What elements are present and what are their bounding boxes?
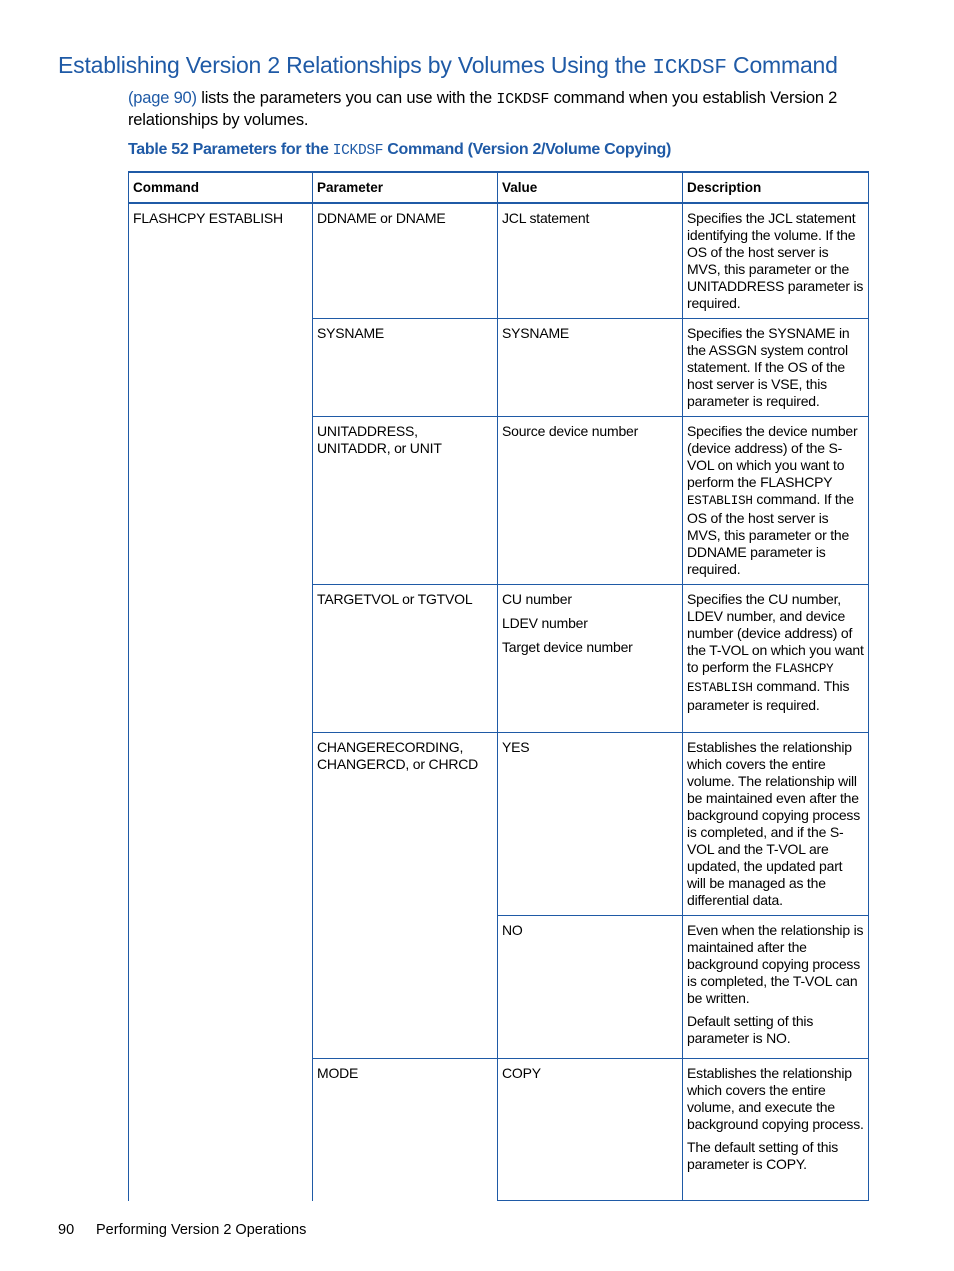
parameter-cell: SYSNAME bbox=[313, 319, 498, 417]
description-text: Specifies the CU number, LDEV number, and device number (device address) of the T-VOL on which you want to perform the bbox=[687, 591, 864, 675]
header-command: Command bbox=[129, 172, 313, 203]
description-code: FLASHCPY ESTABLISH bbox=[687, 662, 834, 695]
parameter-cell: DDNAME or DNAME bbox=[313, 203, 498, 319]
page-footer bbox=[58, 1222, 306, 1238]
description-cell bbox=[683, 1059, 869, 1201]
description-text-end: command. This parameter is required. bbox=[687, 678, 850, 713]
description-cell bbox=[683, 585, 869, 733]
caption-suffix: Command (Version 2/Volume Copying) bbox=[383, 141, 672, 158]
intro-text: lists the parameters you can use with the bbox=[196, 89, 497, 107]
command-cell: FLASHCPY ESTABLISH bbox=[129, 203, 313, 1201]
description-cell: Specifies the SYSNAME in the ASSGN system control statement. If the OS of the host server is VSE, this parameter is required. bbox=[683, 319, 869, 417]
parameter-cell: CHANGERECORDING, CHANGERCD, or CHRCD bbox=[313, 733, 498, 1059]
description-note: Default setting of this parameter is NO. bbox=[687, 1013, 814, 1046]
header-parameter: Parameter bbox=[313, 172, 498, 203]
intro-code: ICKDSF bbox=[496, 91, 550, 108]
description-text: Establishes the relationship which covers the entire volume, and execute the background copying process. bbox=[687, 1065, 864, 1132]
table-caption bbox=[128, 141, 671, 159]
page-number: 90 bbox=[58, 1222, 75, 1238]
value-cell: NO bbox=[498, 916, 683, 1059]
description-cell: Specifies the JCL statement identifying the volume. If the OS of the host server is MVS, this parameter or the UNITADDRESS parameter is required. bbox=[683, 203, 869, 319]
value-cell: SYSNAME bbox=[498, 319, 683, 417]
parameter-cell: MODE bbox=[313, 1059, 498, 1201]
value-line: CU number bbox=[502, 591, 572, 607]
table-header-row bbox=[129, 172, 869, 203]
value-cell bbox=[498, 585, 683, 733]
heading-code: ICKDSF bbox=[652, 57, 727, 80]
description-text: Specifies the device number (device address) of the S-VOL on which you want to perform the FLASHCPY bbox=[687, 423, 858, 490]
footer-section-title: Performing Version 2 Operations bbox=[96, 1222, 307, 1238]
table-row bbox=[129, 203, 869, 319]
description-text: Even when the relationship is maintained after the background copying process is completed, the T-VOL can be written. bbox=[687, 922, 864, 1006]
intro-paragraph bbox=[128, 88, 880, 131]
header-value: Value bbox=[498, 172, 683, 203]
value-cell: YES bbox=[498, 733, 683, 916]
description-code: ESTABLISH bbox=[687, 494, 753, 508]
value-cell: COPY bbox=[498, 1059, 683, 1201]
header-description: Description bbox=[683, 172, 869, 203]
description-cell: Establishes the relationship which covers the entire volume. The relationship will be maintained even after the background copying process is completed, and if the S-VOL and the T-VOL are updated, the updated part will be managed as the differential data. bbox=[683, 733, 869, 916]
value-line: Target device number bbox=[502, 639, 633, 655]
value-cell: Source device number bbox=[498, 417, 683, 585]
heading-text: Establishing Version 2 Relationships by Volumes Using the bbox=[58, 52, 653, 78]
parameter-cell: TARGETVOL or TGTVOL bbox=[313, 585, 498, 733]
page-link[interactable]: (page 90) bbox=[128, 89, 197, 107]
parameters-table bbox=[128, 171, 869, 1201]
description-cell bbox=[683, 417, 869, 585]
intro-text-end: command when you establish Version 2 relationships by volumes. bbox=[128, 89, 838, 129]
heading-text-end: Command bbox=[726, 52, 838, 78]
parameter-cell: UNITADDRESS, UNITADDR, or UNIT bbox=[313, 417, 498, 585]
description-note: The default setting of this parameter is COPY. bbox=[687, 1139, 839, 1172]
caption-code: ICKDSF bbox=[332, 143, 384, 159]
section-heading bbox=[58, 52, 938, 80]
description-text-end: command. If the OS of the host server is MVS, this parameter or the DDNAME parameter is required. bbox=[687, 491, 854, 577]
caption-prefix: Table 52 Parameters for the bbox=[128, 141, 333, 158]
description-cell bbox=[683, 916, 869, 1059]
value-cell: JCL statement bbox=[498, 203, 683, 319]
value-line: LDEV number bbox=[502, 615, 588, 631]
